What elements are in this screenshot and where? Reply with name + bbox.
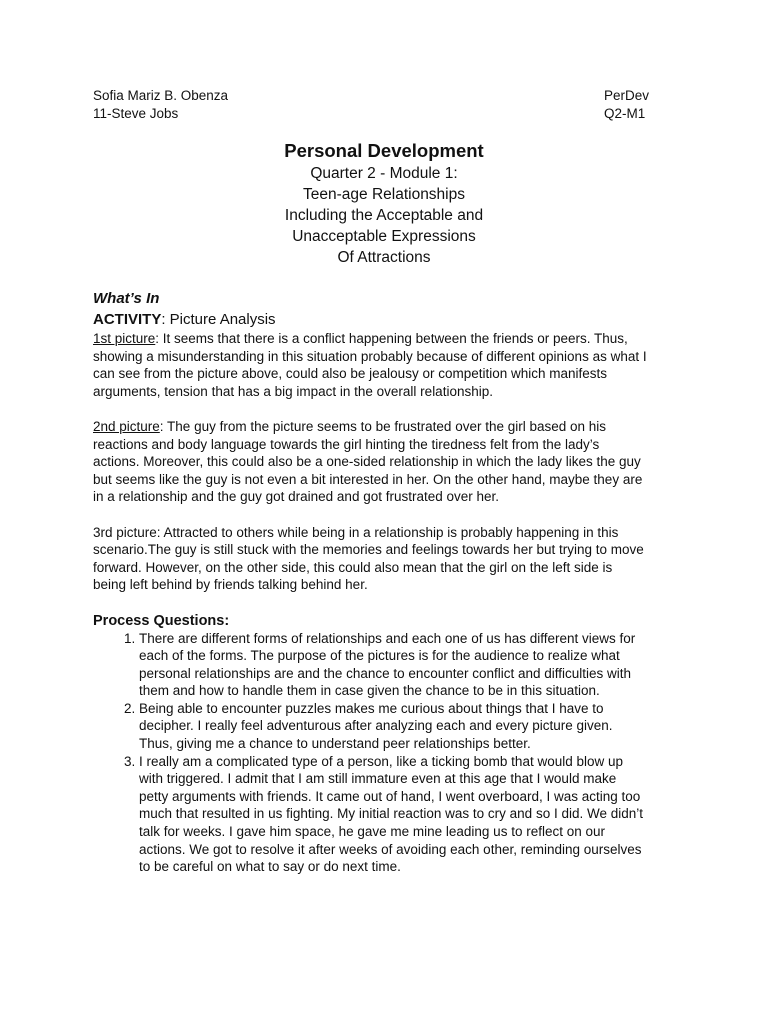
document-body bbox=[93, 288, 683, 876]
subtitle-line: Unacceptable Expressions bbox=[292, 228, 476, 245]
subtitle-line: Quarter 2 - Module 1: bbox=[310, 165, 458, 182]
subject-info bbox=[604, 87, 649, 122]
activity-heading bbox=[93, 310, 683, 330]
process-questions-list bbox=[93, 630, 683, 876]
process-questions-heading: Process Questions: bbox=[93, 612, 230, 629]
list-item: 1. There are different forms of relationships and each one of us has different views for each of the forms. The purpose of the pictures is for the audience to realize what personal relationships are and the chance to encounter conflict and difficulties with them and how to handle them in case given the chance to be in this situation. bbox=[139, 630, 683, 700]
subtitle-line: Including the Acceptable and bbox=[284, 207, 484, 224]
picture-label: 2nd picture bbox=[93, 418, 160, 434]
picture-label: 3rd picture bbox=[93, 524, 157, 540]
module-code: Q2-M1 bbox=[604, 105, 646, 121]
student-name: Sofia Mariz B. Obenza bbox=[93, 88, 229, 103]
list-item: 3. I really am a complicated type of a person, like a ticking bomb that would blow up with triggered. I admit that I am still immature even at this age that I would make petty arguments with friends. It came out of hand, I went overboard, I was acting too much that resulted in us fighting. My initial reaction was to cry and so I did. We didn’t talk for weeks. I gave him space, he gave me mine leading us to reflect on our actions. We got to resolve it after weeks of avoiding each other, reminding ourselves to be careful on what to say or do next time. bbox=[139, 753, 683, 876]
picture-analysis-2: 2nd picture: The guy from the picture seems to be frustrated over the girl based on his reactions and body language towards the girl hinting the tiredness felt from the lady’s actions. Moreover, this could also be a one-sided relationship in which the lady likes the guy but seems like the guy is not even a bit interested in her. On the other hand, maybe they are in a relationship and the guy got drained and got frustrated over her. bbox=[93, 418, 643, 505]
title-block bbox=[0, 139, 768, 268]
activity-title: : Picture Analysis bbox=[161, 311, 276, 328]
student-info bbox=[93, 87, 228, 122]
subject-name: PerDev bbox=[604, 88, 650, 103]
picture-label: 1st picture bbox=[93, 331, 156, 346]
document-title: Personal Development bbox=[284, 140, 484, 161]
subtitle-line: Of Attractions bbox=[337, 249, 431, 266]
activity-label: ACTIVITY bbox=[93, 311, 162, 328]
section-heading-whats-in: What’s In bbox=[93, 290, 160, 307]
student-section: 11-Steve Jobs bbox=[93, 105, 179, 121]
picture-analysis-1: 1st picture: It seems that there is a conflict happening between the friends or peers. Thus, showing a misunderstanding in this situation probably because of different opinions as what I can see from the picture above, could also be jealousy or competition which manifests arguments, tension that has a big impact in the overall relationship. bbox=[93, 331, 647, 399]
list-item: 2. Being able to encounter puzzles makes me curious about things that I have to decipher. I really feel adventurous after analyzing each and every picture given. Thus, giving me a chance to understand peer relationships better. bbox=[139, 700, 683, 753]
subtitle-line: Teen-age Relationships bbox=[303, 186, 465, 203]
picture-analysis-3: 3rd picture: Attracted to others while being in a relationship is probably happening in this scenario.The guy is still stuck with the memories and feelings towards her but trying to move forward. However, on the other side, this could also mean that the girl on the left side is being left behind by friends talking behind her. bbox=[93, 524, 644, 593]
